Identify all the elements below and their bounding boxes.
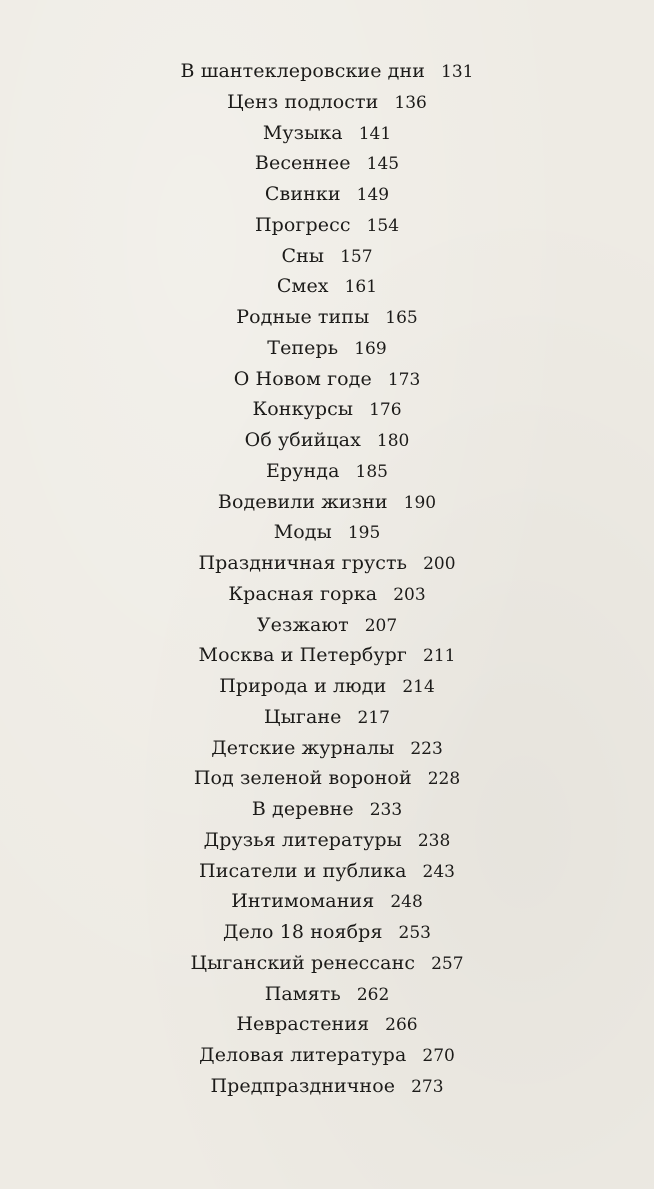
toc-entry-page-number: 141 (358, 123, 392, 144)
toc-entry-title: Под зеленой вороной (193, 767, 412, 790)
toc-entry (0, 886, 654, 917)
toc-entry-page-number: 200 (423, 554, 456, 574)
toc-entry-title: Сны (281, 244, 325, 267)
toc-entry-page-number: 195 (347, 523, 381, 544)
toc-entry-title: Память (264, 982, 341, 1005)
toc-entry-page-number: 165 (385, 308, 418, 328)
toc-entry-page-number: 273 (411, 1076, 444, 1097)
toc-entry-title: Цыгане (264, 705, 342, 728)
toc-entry-page-number: 266 (385, 1015, 418, 1036)
toc-entry (0, 241, 654, 272)
toc-entry-page-number: 185 (355, 461, 388, 482)
toc-entry (0, 856, 654, 887)
toc-entry-title: Уезжают (256, 613, 349, 636)
toc-entry-page-number: 145 (366, 154, 400, 175)
toc-entry (0, 1071, 654, 1102)
toc-entry (0, 425, 654, 456)
toc-entry-title: Красная горка (228, 582, 378, 605)
toc-entry-page-number: 154 (366, 215, 400, 236)
toc-entry (0, 610, 654, 641)
toc-entry-page-number: 211 (423, 646, 456, 667)
toc-entry-page-number: 173 (387, 369, 421, 390)
toc-entry (0, 271, 654, 302)
toc-entry (0, 548, 654, 579)
toc-entry (0, 948, 654, 979)
toc-entry (0, 825, 654, 856)
toc-entry (0, 210, 654, 241)
toc-entry-page-number: 176 (369, 400, 402, 421)
toc-entry-title: В деревне (251, 798, 354, 820)
toc-entry-page-number: 217 (357, 707, 390, 728)
toc-entry-page-number: 161 (344, 277, 378, 298)
toc-entry-title: Музыка (262, 121, 343, 144)
toc-entry (0, 118, 654, 149)
toc-entry-page-number: 136 (394, 92, 427, 113)
toc-entry-title: Детские журналы (211, 736, 395, 759)
toc-entry-page-number: 233 (369, 800, 403, 820)
toc-entry-title: Москва и Петербург (198, 644, 407, 667)
toc-entry-page-number: 262 (356, 984, 390, 1005)
toc-entry (0, 364, 654, 395)
toc-entry-title: Моды (273, 521, 332, 544)
toc-entry-page-number: 238 (417, 830, 451, 851)
toc-entry-page-number: 214 (402, 677, 435, 697)
toc-entry (0, 979, 654, 1010)
toc-entry-page-number: 243 (422, 861, 455, 882)
toc-entry-title: Неврастения (236, 1013, 370, 1036)
toc-entry-title: Предпраздничное (210, 1074, 396, 1097)
toc-entry (0, 148, 654, 179)
toc-entry-title: Писатели и публика (199, 859, 407, 882)
toc-entry-title: Природа и люди (219, 675, 387, 697)
toc-entry-title: Дело 18 ноября (223, 921, 383, 943)
toc-entry (0, 517, 654, 548)
toc-entry-page-number: 270 (422, 1046, 455, 1066)
toc-entry (0, 671, 654, 702)
toc-entry-title: Родные типы (236, 306, 370, 328)
toc-entry (0, 87, 654, 118)
toc-entry-page-number: 203 (393, 584, 426, 605)
toc-entry-page-number: 228 (427, 769, 461, 790)
toc-entry (0, 794, 654, 825)
toc-entry-title: Ценз подлости (227, 90, 379, 113)
toc-entry (0, 640, 654, 671)
toc-entry-page-number: 180 (376, 431, 410, 451)
toc-entry (0, 456, 654, 487)
toc-entry (0, 917, 654, 948)
toc-entry-title: Конкурсы (252, 398, 354, 421)
toc-entry-page-number: 223 (410, 738, 443, 759)
toc-entry-page-number: 253 (398, 923, 431, 943)
toc-entry-page-number: 169 (354, 338, 387, 359)
toc-entry (0, 733, 654, 764)
toc-entry-page-number: 131 (441, 62, 474, 82)
toc-entry-page-number: 207 (364, 615, 398, 636)
toc-entry-title: Водевили жизни (217, 490, 388, 513)
toc-entry-title: Интимомания (231, 890, 375, 913)
toc-entry-title: Цыганский ренессанс (190, 951, 416, 974)
toc-entry (0, 487, 654, 518)
toc-entry-page-number: 190 (403, 492, 437, 513)
toc-entry-title: О Новом годе (233, 367, 372, 390)
toc-entry (0, 1040, 654, 1071)
toc-entry-title: Деловая литература (199, 1044, 407, 1066)
toc-entry-title: В шантеклеровские дни (180, 60, 426, 82)
toc-entry-title: Праздничная грусть (198, 552, 408, 574)
toc-entry (0, 1009, 654, 1040)
toc-entry (0, 579, 654, 610)
toc-entry-page-number: 157 (340, 246, 373, 267)
toc-entry-title: Друзья литературы (203, 828, 402, 851)
toc-entry-page-number: 149 (356, 185, 390, 205)
toc-entry-title: Ерунда (266, 459, 340, 482)
toc-entry (0, 56, 654, 87)
toc-entry-page-number: 248 (390, 892, 423, 913)
toc-entry-title: Об убийцах (244, 429, 361, 451)
toc-entry (0, 394, 654, 425)
toc-entry (0, 179, 654, 210)
toc-entry-page-number: 257 (431, 953, 464, 974)
toc-entry-title: Весеннее (254, 152, 351, 175)
toc-entry-title: Теперь (267, 336, 339, 359)
toc-entry (0, 333, 654, 364)
toc-entry-title: Свинки (264, 183, 341, 205)
toc-entry-title: Прогресс (254, 213, 351, 236)
toc-entry (0, 302, 654, 333)
toc-entry (0, 763, 654, 794)
toc-entry-title: Смех (276, 275, 329, 298)
table-of-contents (0, 56, 654, 1102)
toc-entry (0, 702, 654, 733)
